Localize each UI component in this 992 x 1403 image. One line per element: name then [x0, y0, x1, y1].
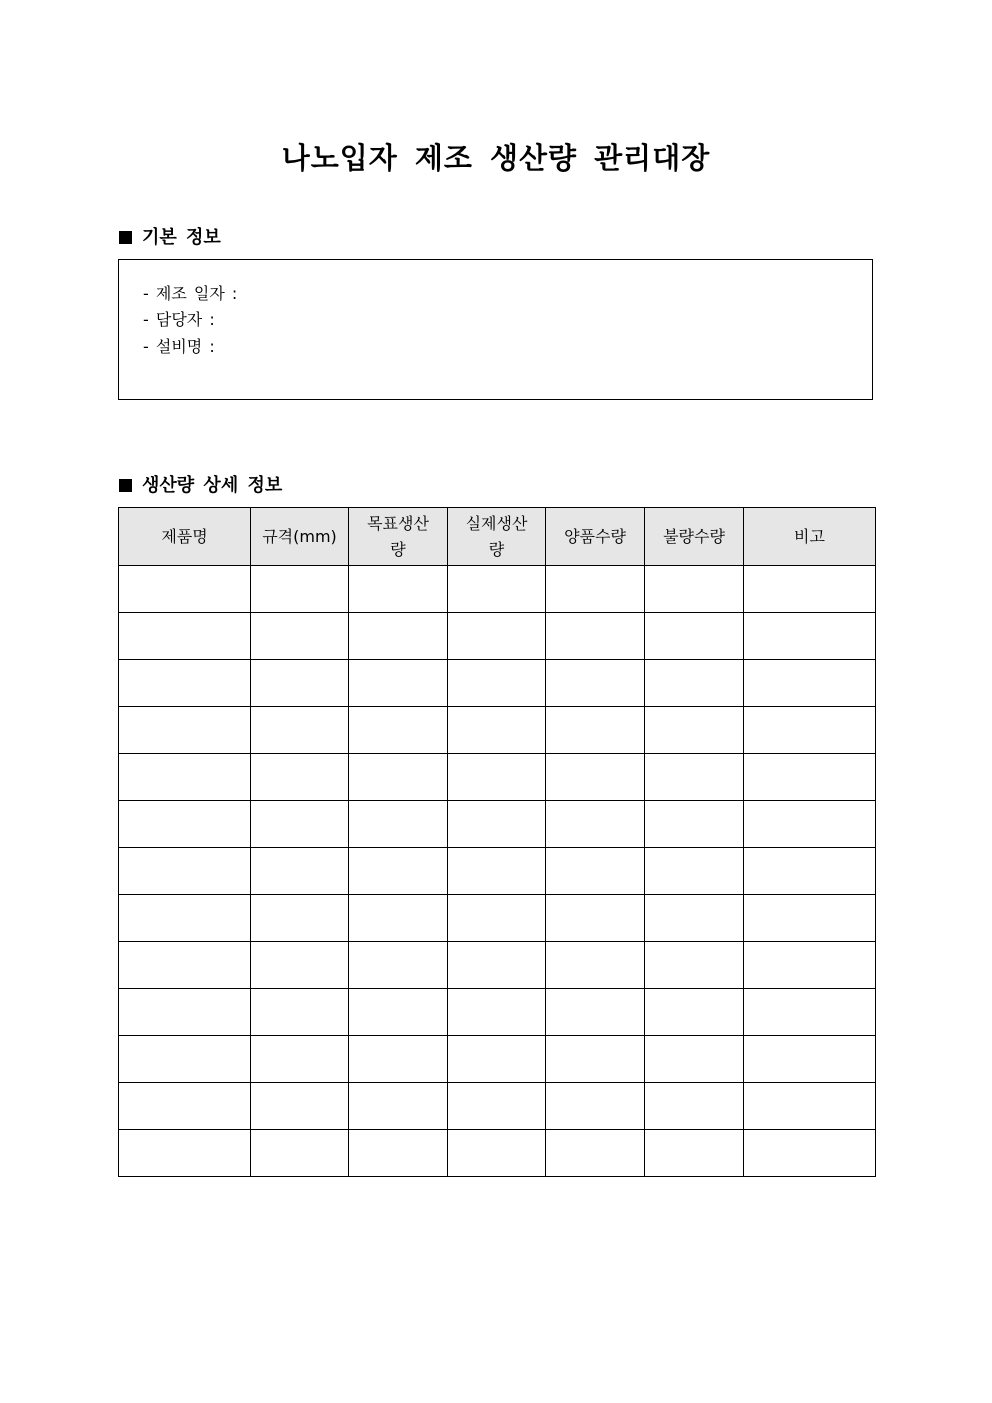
field-equipment-name: - 설비명 : [143, 337, 215, 356]
table-cell[interactable] [546, 848, 645, 895]
table-cell[interactable] [448, 848, 546, 895]
table-cell[interactable] [349, 754, 448, 801]
table-cell[interactable] [251, 660, 349, 707]
table-cell[interactable] [744, 566, 876, 613]
table-cell[interactable] [645, 801, 744, 848]
table-cell[interactable] [251, 707, 349, 754]
table-cell[interactable] [119, 754, 251, 801]
table-cell[interactable] [645, 989, 744, 1036]
table-cell[interactable] [645, 613, 744, 660]
table-cell[interactable] [448, 1083, 546, 1130]
table-cell[interactable] [251, 895, 349, 942]
section-heading-label: 생산량 상세 정보 [142, 475, 283, 496]
table-cell[interactable] [251, 942, 349, 989]
table-body [119, 566, 876, 1177]
table-row [119, 613, 876, 660]
table-cell[interactable] [546, 1083, 645, 1130]
table-cell[interactable] [645, 942, 744, 989]
table-cell[interactable] [349, 1083, 448, 1130]
table-cell[interactable] [119, 848, 251, 895]
column-header-spec: 규격(mm) [251, 508, 349, 566]
table-cell[interactable] [349, 1036, 448, 1083]
table-cell[interactable] [645, 566, 744, 613]
table-row [119, 1130, 876, 1177]
table-cell[interactable] [119, 1130, 251, 1177]
table-cell[interactable] [349, 1130, 448, 1177]
table-row [119, 1036, 876, 1083]
table-cell[interactable] [744, 1036, 876, 1083]
table-row [119, 1083, 876, 1130]
table-cell[interactable] [448, 1130, 546, 1177]
section-heading-label: 기본 정보 [142, 227, 221, 248]
column-header-defect-quantity: 불량수량 [645, 508, 744, 566]
table-cell[interactable] [448, 613, 546, 660]
table-cell[interactable] [546, 989, 645, 1036]
square-bullet-icon [119, 479, 132, 492]
table-cell[interactable] [546, 1130, 645, 1177]
table-cell[interactable] [744, 707, 876, 754]
table-cell[interactable] [546, 895, 645, 942]
table-cell[interactable] [546, 707, 645, 754]
table-row [119, 895, 876, 942]
table-cell[interactable] [349, 707, 448, 754]
table-header-row [119, 508, 876, 566]
table-cell[interactable] [546, 566, 645, 613]
table-cell[interactable] [744, 754, 876, 801]
table-cell[interactable] [251, 1083, 349, 1130]
table-cell[interactable] [744, 942, 876, 989]
table-cell[interactable] [119, 566, 251, 613]
table-cell[interactable] [645, 1036, 744, 1083]
column-header-product-name: 제품명 [119, 508, 251, 566]
production-detail-table [118, 507, 876, 1177]
table-cell[interactable] [448, 1036, 546, 1083]
table-row [119, 942, 876, 989]
table-cell[interactable] [546, 613, 645, 660]
square-bullet-icon [119, 231, 132, 244]
table-cell[interactable] [119, 989, 251, 1036]
table-row [119, 660, 876, 707]
table-cell[interactable] [349, 613, 448, 660]
table-cell[interactable] [546, 754, 645, 801]
table-cell[interactable] [448, 754, 546, 801]
table-cell[interactable] [645, 754, 744, 801]
table-row [119, 848, 876, 895]
table-cell[interactable] [251, 613, 349, 660]
table-cell[interactable] [546, 1036, 645, 1083]
table-cell[interactable] [645, 1130, 744, 1177]
section-heading-production-detail [119, 471, 282, 497]
table-row [119, 707, 876, 754]
table-cell[interactable] [744, 1130, 876, 1177]
table-cell[interactable] [744, 801, 876, 848]
table-cell[interactable] [448, 566, 546, 613]
table-row [119, 989, 876, 1036]
table-cell[interactable] [251, 1130, 349, 1177]
table-cell[interactable] [119, 1083, 251, 1130]
page-title: 나노입자 제조 생산량 관리대장 [281, 141, 711, 175]
table-cell[interactable] [119, 660, 251, 707]
table-cell[interactable] [251, 754, 349, 801]
table-cell[interactable] [349, 566, 448, 613]
table-cell[interactable] [251, 566, 349, 613]
table-cell[interactable] [119, 895, 251, 942]
table-row [119, 566, 876, 613]
table-cell[interactable] [546, 942, 645, 989]
table-cell[interactable] [744, 613, 876, 660]
table-cell[interactable] [744, 989, 876, 1036]
table-cell[interactable] [119, 707, 251, 754]
table-cell[interactable] [251, 848, 349, 895]
column-header-good-quantity: 양품수량 [546, 508, 645, 566]
table-cell[interactable] [349, 989, 448, 1036]
table-cell[interactable] [349, 660, 448, 707]
table-cell[interactable] [448, 989, 546, 1036]
basic-info-box [118, 259, 873, 400]
table-cell[interactable] [645, 1083, 744, 1130]
table-cell[interactable] [744, 1083, 876, 1130]
table-row [119, 754, 876, 801]
table-cell[interactable] [744, 848, 876, 895]
column-header-remarks: 비고 [744, 508, 876, 566]
column-header-actual-output: 실제생산 량 [448, 508, 546, 566]
table-cell[interactable] [645, 895, 744, 942]
table-cell[interactable] [349, 801, 448, 848]
table-cell[interactable] [251, 989, 349, 1036]
section-heading-basic-info [119, 223, 221, 249]
field-person-in-charge: - 담당자 : [143, 310, 215, 329]
table-cell[interactable] [119, 613, 251, 660]
table-cell[interactable] [251, 1036, 349, 1083]
table-cell[interactable] [744, 895, 876, 942]
table-cell[interactable] [546, 801, 645, 848]
table-cell[interactable] [119, 801, 251, 848]
table-cell[interactable] [645, 707, 744, 754]
table-cell[interactable] [744, 660, 876, 707]
table-cell[interactable] [251, 801, 349, 848]
table-cell[interactable] [448, 895, 546, 942]
table-cell[interactable] [645, 848, 744, 895]
table-cell[interactable] [448, 660, 546, 707]
table-cell[interactable] [349, 848, 448, 895]
table-cell[interactable] [119, 942, 251, 989]
column-header-target-output: 목표생산 량 [349, 508, 448, 566]
table-cell[interactable] [349, 895, 448, 942]
table-cell[interactable] [546, 660, 645, 707]
table-cell[interactable] [448, 942, 546, 989]
table-cell[interactable] [349, 942, 448, 989]
table-row [119, 801, 876, 848]
table-cell[interactable] [645, 660, 744, 707]
table-cell[interactable] [119, 1036, 251, 1083]
table-cell[interactable] [448, 707, 546, 754]
table-cell[interactable] [448, 801, 546, 848]
field-manufacture-date: - 제조 일자 : [143, 284, 238, 303]
